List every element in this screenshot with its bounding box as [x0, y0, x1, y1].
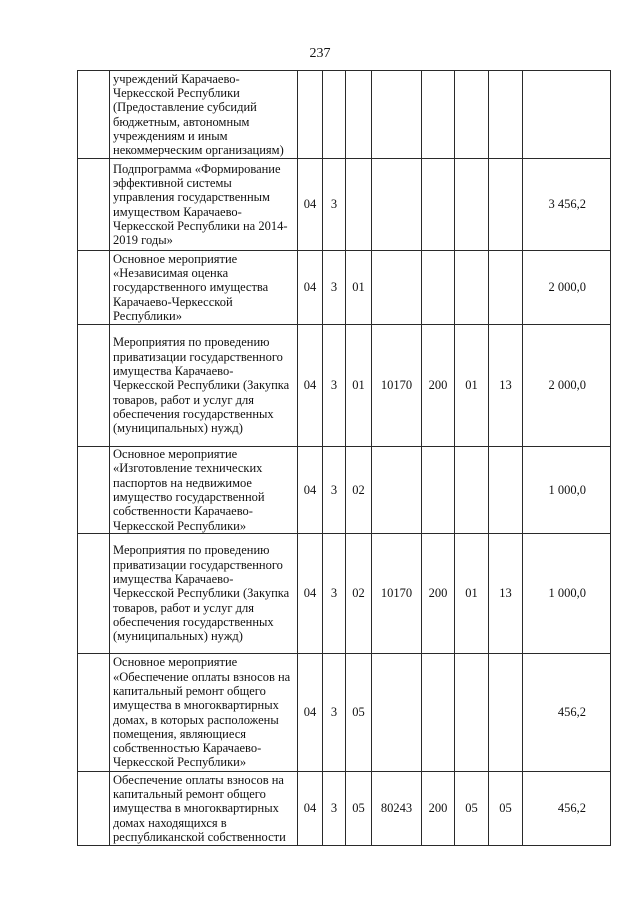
section-code-cell: 01: [455, 534, 489, 654]
amount-cell: 1 000,0: [523, 447, 611, 534]
item-name-text: Основное мероприятие «Независимая оценка государственного имущества Карачаево-Черкесской Республики»: [113, 251, 269, 323]
direction-code-cell: [372, 654, 422, 772]
amount-cell: 2 000,0: [523, 325, 611, 447]
section-code-cell: [455, 251, 489, 325]
subprogram-code-cell: 05: [346, 772, 372, 846]
program-code-cell: 3: [323, 534, 346, 654]
subprogram-code-cell: 02: [346, 447, 372, 534]
ministry-code-cell: 04: [298, 447, 323, 534]
table-row: [78, 534, 611, 654]
ministry-code-cell: 04: [298, 654, 323, 772]
expense-type-cell: [422, 251, 455, 325]
row-number-cell: [78, 325, 110, 447]
subprogram-code-cell: 01: [346, 325, 372, 447]
row-number-cell: [78, 71, 110, 159]
program-code-cell: [323, 71, 346, 159]
subprogram-code-cell: [346, 159, 372, 251]
program-code-cell: 3: [323, 772, 346, 846]
subsection-code-cell: 13: [489, 325, 523, 447]
expense-type-cell: [422, 654, 455, 772]
program-code-cell: 3: [323, 325, 346, 447]
page-number: 237: [309, 46, 331, 61]
direction-code-cell: [372, 251, 422, 325]
direction-code-cell: [372, 71, 422, 159]
subprogram-code-cell: 05: [346, 654, 372, 772]
row-number-cell: [78, 534, 110, 654]
section-code-cell: [455, 654, 489, 772]
item-name-cell: [110, 159, 298, 251]
section-code-cell: [455, 159, 489, 251]
amount-cell: 456,2: [523, 654, 611, 772]
expense-type-cell: [422, 447, 455, 534]
item-name-cell: [110, 534, 298, 654]
item-name-text: Мероприятия по проведению приватизации государственного имущества Карачаево-Черкесской Республики (Закупка товаров, работ и услуг для обеспечения государственных (муниципальных) нужд): [113, 543, 290, 644]
table-row: [78, 772, 611, 846]
subprogram-code-cell: 02: [346, 534, 372, 654]
section-code-cell: 05: [455, 772, 489, 846]
ministry-code-cell: [298, 71, 323, 159]
row-number-cell: [78, 251, 110, 325]
expense-type-cell: [422, 159, 455, 251]
item-name-text: учреждений Карачаево-Черкесской Республики (Предоставление субсидий бюджетным, автономным учреждениям и иным некоммерческим организациям): [113, 71, 284, 158]
row-number-cell: [78, 654, 110, 772]
direction-code-cell: 10170: [372, 534, 422, 654]
subprogram-code-cell: 01: [346, 251, 372, 325]
program-code-cell: 3: [323, 251, 346, 325]
subsection-code-cell: [489, 447, 523, 534]
subprogram-code-cell: [346, 71, 372, 159]
item-name-text: Мероприятия по проведению приватизации государственного имущества Карачаево-Черкесской Республики (Закупка товаров, работ и услуг для обеспечения государственных (муниципальных) нужд): [113, 335, 290, 436]
program-code-cell: 3: [323, 159, 346, 251]
direction-code-cell: [372, 447, 422, 534]
direction-code-cell: [372, 159, 422, 251]
ministry-code-cell: 04: [298, 325, 323, 447]
amount-cell: 3 456,2: [523, 159, 611, 251]
subsection-code-cell: [489, 71, 523, 159]
table-row: [78, 251, 611, 325]
item-name-cell: [110, 772, 298, 846]
table-row: [78, 159, 611, 251]
expense-type-cell: 200: [422, 772, 455, 846]
expense-type-cell: 200: [422, 325, 455, 447]
amount-cell: 1 000,0: [523, 534, 611, 654]
amount-cell: [523, 71, 611, 159]
item-name-cell: [110, 325, 298, 447]
section-code-cell: [455, 447, 489, 534]
table-row: [78, 654, 611, 772]
ministry-code-cell: 04: [298, 159, 323, 251]
program-code-cell: 3: [323, 654, 346, 772]
subsection-code-cell: [489, 159, 523, 251]
expense-type-cell: [422, 71, 455, 159]
row-number-cell: [78, 447, 110, 534]
ministry-code-cell: 04: [298, 772, 323, 846]
row-number-cell: [78, 159, 110, 251]
section-code-cell: 01: [455, 325, 489, 447]
item-name-cell: [110, 654, 298, 772]
amount-cell: 2 000,0: [523, 251, 611, 325]
ministry-code-cell: 04: [298, 534, 323, 654]
direction-code-cell: 10170: [372, 325, 422, 447]
item-name-cell: [110, 251, 298, 325]
item-name-text: Основное мероприятие «Изготовление технических паспортов на недвижимое имущество государственной собственности Карачаево-Черкесской Республики»: [113, 447, 265, 533]
item-name-text: Обеспечение оплаты взносов на капитальный ремонт общего имущества в многоквартирных домах находящихся в республиканской собственности: [113, 772, 286, 844]
table-row: [78, 447, 611, 534]
subsection-code-cell: 13: [489, 534, 523, 654]
table-row: [78, 325, 611, 447]
row-number-cell: [78, 772, 110, 846]
subsection-code-cell: [489, 251, 523, 325]
item-name-cell: [110, 447, 298, 534]
budget-table: [77, 70, 611, 846]
item-name-cell: [110, 71, 298, 159]
program-code-cell: 3: [323, 447, 346, 534]
subsection-code-cell: [489, 654, 523, 772]
section-code-cell: [455, 71, 489, 159]
item-name-text: Основное мероприятие «Обеспечение оплаты взносов на капитальный ремонт общего имущества в многоквартирных домах, в которых расположены помещения, являющиеся собственностью Карачаево-Черкесской Республики»: [113, 655, 291, 770]
amount-cell: 456,2: [523, 772, 611, 846]
item-name-text: Подпрограмма «Формирование эффективной системы управления государственным имуществом Карачаево-Черкесской Республики на 2014-2019 годы»: [113, 161, 288, 248]
direction-code-cell: 80243: [372, 772, 422, 846]
subsection-code-cell: 05: [489, 772, 523, 846]
table-row: [78, 71, 611, 159]
ministry-code-cell: 04: [298, 251, 323, 325]
expense-type-cell: 200: [422, 534, 455, 654]
